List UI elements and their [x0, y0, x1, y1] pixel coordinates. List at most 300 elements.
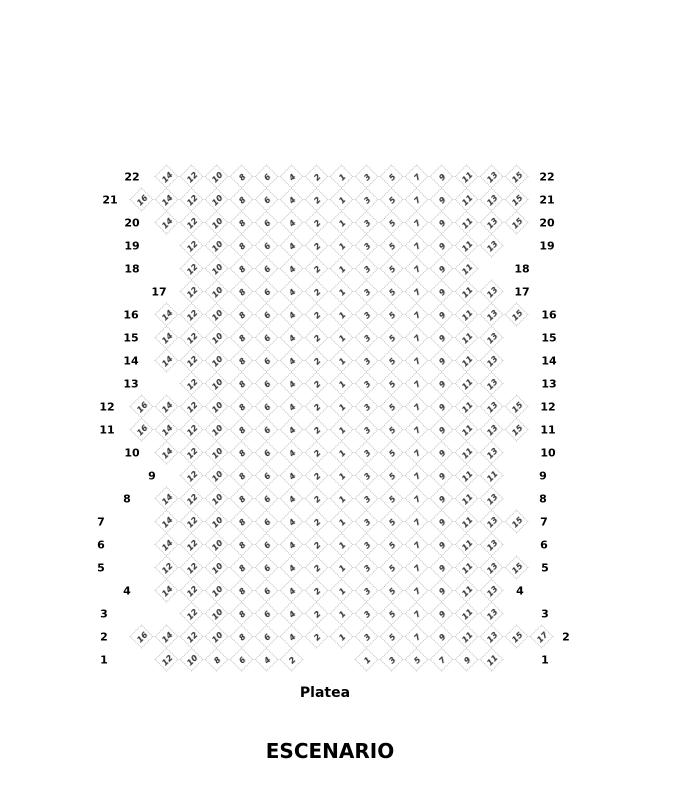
seat-number: 3	[361, 378, 373, 390]
seat-number: 10	[209, 537, 225, 553]
seat-number: 5	[386, 355, 398, 367]
seat-number: 8	[236, 470, 248, 482]
seat-number: 10	[209, 192, 225, 208]
seat-number: 15	[509, 399, 525, 415]
seat-number: 10	[209, 215, 225, 231]
seat-number: 5	[386, 240, 398, 252]
seat-number: 13	[484, 445, 500, 461]
seat-number: 11	[459, 629, 475, 645]
seat-number: 14	[159, 491, 175, 507]
seat-number: 4	[286, 470, 298, 482]
seat-number: 4	[286, 194, 298, 206]
seat-number: 4	[286, 401, 298, 413]
row-label-right-21: 21	[539, 193, 555, 207]
seat-number: 8	[236, 309, 248, 321]
row-label-right-10: 10	[540, 446, 556, 460]
seat-number: 13	[484, 192, 500, 208]
seat-number: 11	[459, 215, 475, 231]
seat-number: 11	[484, 468, 500, 484]
seat-number: 6	[261, 263, 273, 275]
row-label-left-12: 12	[99, 400, 115, 414]
row-label-left-14: 14	[123, 354, 139, 368]
seat-number: 5	[386, 539, 398, 551]
seat-number: 1	[336, 355, 348, 367]
seat-number: 8	[211, 654, 223, 666]
seat-number: 11	[459, 399, 475, 415]
seat-number: 1	[336, 240, 348, 252]
seat-number: 9	[436, 585, 448, 597]
seat-number: 1	[336, 631, 348, 643]
seat-number: 14	[159, 629, 175, 645]
seat-number: 4	[286, 217, 298, 229]
seat-number: 10	[209, 238, 225, 254]
seat-number: 9	[436, 286, 448, 298]
seat-number: 7	[411, 263, 423, 275]
seat-number: 17	[534, 629, 550, 645]
seat-number: 10	[209, 583, 225, 599]
seat-number: 11	[459, 192, 475, 208]
row-label-left-1: 1	[100, 653, 108, 667]
seat-number: 3	[361, 424, 373, 436]
seat-number: 11	[459, 537, 475, 553]
seat-number: 5	[386, 585, 398, 597]
row-label-left-3: 3	[100, 607, 108, 621]
seat-number: 5	[386, 516, 398, 528]
seat-number: 1	[336, 332, 348, 344]
seat-number: 11	[459, 261, 475, 277]
seat-number: 3	[361, 539, 373, 551]
seat-number: 14	[159, 445, 175, 461]
seat-number: 11	[459, 606, 475, 622]
seat-number: 2	[311, 631, 323, 643]
seat-number: 8	[236, 562, 248, 574]
seat-number: 6	[261, 378, 273, 390]
seat-number: 4	[286, 539, 298, 551]
seat-number: 13	[484, 560, 500, 576]
seat-number: 11	[459, 560, 475, 576]
seat-number: 1	[336, 585, 348, 597]
seat-number: 1	[336, 562, 348, 574]
seat-number: 11	[459, 422, 475, 438]
seat-number: 13	[484, 330, 500, 346]
seat-number: 5	[386, 401, 398, 413]
seat-number: 8	[236, 516, 248, 528]
seat-number: 2	[311, 355, 323, 367]
seat-number: 9	[436, 424, 448, 436]
seat-number: 5	[386, 171, 398, 183]
seat-number: 5	[411, 654, 423, 666]
seat-number: 4	[286, 240, 298, 252]
row-label-left-15: 15	[123, 331, 139, 345]
seat-number: 13	[484, 215, 500, 231]
seat-number: 1	[336, 286, 348, 298]
seat-number: 11	[459, 353, 475, 369]
seat-number: 9	[436, 493, 448, 505]
seat-number: 8	[236, 378, 248, 390]
seat-number: 4	[286, 447, 298, 459]
stage-label-escenario: ESCENARIO	[265, 739, 395, 763]
row-label-right-18: 18	[514, 262, 530, 276]
seat-number: 2	[311, 585, 323, 597]
seat-number: 8	[236, 263, 248, 275]
seat-number: 16	[134, 422, 150, 438]
seat-number: 2	[311, 378, 323, 390]
seat-number: 13	[484, 629, 500, 645]
row-label-left-5: 5	[97, 561, 105, 575]
seat-number: 7	[411, 493, 423, 505]
seat-number: 7	[411, 470, 423, 482]
seat-number: 2	[311, 263, 323, 275]
seat-number: 1	[361, 654, 373, 666]
seat-number: 6	[261, 631, 273, 643]
seat-number: 6	[261, 447, 273, 459]
seat-number: 1	[336, 470, 348, 482]
seat-number: 8	[236, 286, 248, 298]
seat-number: 10	[209, 169, 225, 185]
seat-number: 10	[209, 399, 225, 415]
seat-number: 3	[361, 171, 373, 183]
seat-number: 11	[459, 491, 475, 507]
seat-number: 7	[411, 286, 423, 298]
seat-number: 12	[184, 238, 200, 254]
row-label-left-20: 20	[124, 216, 140, 230]
seat-row20-col15[interactable]	[505, 211, 529, 235]
seat-number: 3	[361, 286, 373, 298]
seat-number: 6	[261, 309, 273, 321]
row-label-left-6: 6	[97, 538, 105, 552]
seat-number: 1	[336, 539, 348, 551]
seat-number: 2	[311, 539, 323, 551]
row-label-right-12: 12	[540, 400, 556, 414]
seat-number: 12	[184, 422, 200, 438]
seat-number: 11	[484, 652, 500, 668]
seat-number: 4	[286, 378, 298, 390]
seat-number: 6	[261, 240, 273, 252]
seat-number: 8	[236, 608, 248, 620]
seat-number: 1	[336, 447, 348, 459]
seat-number: 13	[484, 169, 500, 185]
row-label-left-2: 2	[100, 630, 108, 644]
seat-number: 6	[261, 585, 273, 597]
seat-number: 10	[209, 261, 225, 277]
seat-number: 10	[209, 514, 225, 530]
seat-number: 10	[209, 284, 225, 300]
seat-number: 6	[261, 562, 273, 574]
row-label-right-13: 13	[541, 377, 557, 391]
seat-number: 1	[336, 309, 348, 321]
seat-row16-col15[interactable]	[505, 303, 529, 327]
seat-number: 4	[286, 562, 298, 574]
row-label-right-20: 20	[539, 216, 555, 230]
seat-number: 2	[286, 654, 298, 666]
seat-number: 13	[484, 537, 500, 553]
seat-number: 15	[509, 514, 525, 530]
seat-number: 7	[411, 332, 423, 344]
seat-number: 8	[236, 332, 248, 344]
seat-number: 3	[361, 493, 373, 505]
seat-number: 3	[361, 194, 373, 206]
seat-row5-col15[interactable]	[505, 556, 529, 580]
row-label-left-19: 19	[124, 239, 140, 253]
seat-number: 13	[484, 491, 500, 507]
row-label-left-11: 11	[99, 423, 115, 437]
seat-number: 5	[386, 470, 398, 482]
seat-number: 10	[209, 353, 225, 369]
seat-number: 3	[361, 631, 373, 643]
seat-number: 10	[209, 445, 225, 461]
row-label-left-9: 9	[148, 469, 156, 483]
seat-number: 4	[286, 424, 298, 436]
seat-number: 13	[484, 353, 500, 369]
seat-number: 3	[361, 355, 373, 367]
seat-number: 7	[436, 654, 448, 666]
seat-number: 12	[159, 560, 175, 576]
seat-number: 12	[184, 629, 200, 645]
seat-number: 9	[436, 539, 448, 551]
row-label-right-6: 6	[540, 538, 548, 552]
seat-number: 1	[336, 171, 348, 183]
seat-number: 5	[386, 562, 398, 574]
row-label-right-16: 16	[541, 308, 557, 322]
seat-number: 10	[209, 491, 225, 507]
seat-number: 6	[261, 470, 273, 482]
seat-number: 5	[386, 194, 398, 206]
seat-number: 11	[459, 468, 475, 484]
seat-number: 3	[361, 447, 373, 459]
seat-number: 3	[361, 516, 373, 528]
seat-number: 4	[286, 332, 298, 344]
seat-number: 2	[311, 470, 323, 482]
seat-number: 6	[261, 608, 273, 620]
seat-number: 1	[336, 194, 348, 206]
row-label-right-8: 8	[539, 492, 547, 506]
seat-number: 9	[436, 447, 448, 459]
seat-number: 6	[261, 194, 273, 206]
seat-number: 2	[311, 171, 323, 183]
seat-number: 10	[209, 560, 225, 576]
seat-number: 13	[484, 376, 500, 392]
seat-number: 7	[411, 539, 423, 551]
seat-number: 12	[159, 652, 175, 668]
seat-number: 11	[459, 330, 475, 346]
seat-number: 5	[386, 332, 398, 344]
seat-number: 12	[184, 560, 200, 576]
seat-number: 10	[209, 629, 225, 645]
seat-number: 2	[311, 424, 323, 436]
row-label-right-7: 7	[540, 515, 548, 529]
row-label-left-8: 8	[123, 492, 131, 506]
seat-row1-col13[interactable]	[480, 648, 504, 672]
seat-number: 1	[336, 608, 348, 620]
seat-row11-col15[interactable]	[505, 418, 529, 442]
seat-number: 3	[361, 217, 373, 229]
seat-number: 10	[184, 652, 200, 668]
seat-number: 14	[159, 537, 175, 553]
row-label-right-11: 11	[540, 423, 556, 437]
seat-number: 12	[184, 537, 200, 553]
seat-number: 2	[311, 194, 323, 206]
seat-number: 4	[286, 631, 298, 643]
row-label-left-18: 18	[124, 262, 140, 276]
seat-row1-col4[interactable]	[280, 648, 304, 672]
seat-number: 6	[261, 539, 273, 551]
seat-number: 14	[159, 330, 175, 346]
seat-number: 11	[459, 238, 475, 254]
seat-number: 3	[361, 562, 373, 574]
seat-number: 1	[336, 516, 348, 528]
seat-number: 11	[459, 307, 475, 323]
row-label-left-4: 4	[123, 584, 131, 598]
seat-number: 8	[236, 493, 248, 505]
seat-number: 15	[509, 215, 525, 231]
seat-number: 11	[459, 376, 475, 392]
seat-number: 9	[436, 194, 448, 206]
seat-number: 9	[436, 562, 448, 574]
seat-number: 3	[361, 332, 373, 344]
seat-number: 7	[411, 378, 423, 390]
seat-number: 4	[286, 263, 298, 275]
seat-number: 9	[436, 355, 448, 367]
seat-number: 12	[184, 399, 200, 415]
seat-number: 7	[411, 631, 423, 643]
seat-number: 13	[484, 238, 500, 254]
seat-number: 13	[484, 284, 500, 300]
seat-number: 9	[436, 608, 448, 620]
row-label-right-17: 17	[514, 285, 530, 299]
seat-number: 8	[236, 585, 248, 597]
seat-number: 6	[261, 171, 273, 183]
seat-number: 14	[159, 583, 175, 599]
seat-number: 11	[459, 445, 475, 461]
seat-number: 12	[184, 514, 200, 530]
seat-number: 7	[411, 562, 423, 574]
seat-number: 12	[184, 353, 200, 369]
seat-number: 8	[236, 355, 248, 367]
row-label-right-5: 5	[541, 561, 549, 575]
seat-number: 5	[386, 286, 398, 298]
seat-number: 10	[209, 307, 225, 323]
seat-row19-col13[interactable]	[480, 234, 504, 258]
seat-number: 7	[411, 424, 423, 436]
seat-number: 9	[436, 516, 448, 528]
seat-number: 8	[236, 171, 248, 183]
seat-number: 5	[386, 447, 398, 459]
seat-number: 13	[484, 307, 500, 323]
row-label-left-22: 22	[124, 170, 140, 184]
seat-number: 15	[509, 560, 525, 576]
seat-number: 9	[436, 217, 448, 229]
seat-number: 4	[286, 355, 298, 367]
seat-number: 12	[184, 606, 200, 622]
seat-number: 13	[484, 422, 500, 438]
row-label-right-19: 19	[539, 239, 555, 253]
seat-number: 7	[411, 585, 423, 597]
section-label-platea: Platea	[299, 685, 351, 701]
seat-number: 7	[411, 217, 423, 229]
seat-number: 4	[286, 309, 298, 321]
row-label-right-4: 4	[516, 584, 524, 598]
seat-row2-col17[interactable]	[530, 625, 554, 649]
seat-number: 7	[411, 447, 423, 459]
seat-number: 5	[386, 217, 398, 229]
seat-number: 6	[261, 401, 273, 413]
seat-number: 8	[236, 401, 248, 413]
seat-number: 2	[311, 332, 323, 344]
seat-number: 7	[411, 516, 423, 528]
seat-number: 5	[386, 631, 398, 643]
seat-number: 15	[509, 629, 525, 645]
seat-number: 4	[286, 493, 298, 505]
seat-number: 15	[509, 169, 525, 185]
row-label-right-2: 2	[562, 630, 570, 644]
seat-number: 15	[509, 307, 525, 323]
seat-number: 12	[184, 376, 200, 392]
seat-number: 2	[311, 240, 323, 252]
seat-number: 9	[436, 378, 448, 390]
row-label-right-1: 1	[541, 653, 549, 667]
seat-number: 14	[159, 215, 175, 231]
seat-number: 9	[436, 240, 448, 252]
seat-number: 6	[261, 286, 273, 298]
seat-number: 13	[484, 399, 500, 415]
seat-number: 12	[184, 330, 200, 346]
row-label-left-17: 17	[151, 285, 167, 299]
seat-number: 1	[336, 378, 348, 390]
seat-number: 7	[411, 401, 423, 413]
seat-number: 6	[236, 654, 248, 666]
seat-number: 7	[411, 355, 423, 367]
seat-number: 2	[311, 608, 323, 620]
seat-number: 2	[311, 562, 323, 574]
seat-number: 11	[459, 284, 475, 300]
seat-number: 15	[509, 192, 525, 208]
seat-number: 6	[261, 332, 273, 344]
seat-number: 13	[484, 606, 500, 622]
seat-row7-col15[interactable]	[505, 510, 529, 534]
seat-number: 4	[286, 286, 298, 298]
seat-number: 3	[361, 470, 373, 482]
seat-number: 12	[184, 169, 200, 185]
seat-number: 3	[361, 263, 373, 275]
seat-number: 11	[459, 583, 475, 599]
seat-number: 8	[236, 447, 248, 459]
seat-number: 10	[209, 330, 225, 346]
row-label-right-3: 3	[541, 607, 549, 621]
seat-number: 5	[386, 493, 398, 505]
seat-number: 5	[386, 424, 398, 436]
seat-number: 2	[311, 286, 323, 298]
seat-number: 9	[436, 263, 448, 275]
row-label-right-9: 9	[539, 469, 547, 483]
seat-number: 4	[286, 171, 298, 183]
seat-number: 2	[311, 447, 323, 459]
seat-number: 4	[286, 516, 298, 528]
seat-number: 14	[159, 192, 175, 208]
seat-number: 2	[311, 401, 323, 413]
seat-number: 5	[386, 608, 398, 620]
row-label-right-15: 15	[541, 331, 557, 345]
seat-number: 4	[261, 654, 273, 666]
seat-number: 10	[209, 376, 225, 392]
seat-number: 7	[411, 309, 423, 321]
seat-number: 9	[436, 332, 448, 344]
seat-number: 8	[236, 194, 248, 206]
seat-number: 6	[261, 516, 273, 528]
seat-number: 6	[261, 424, 273, 436]
seat-number: 10	[209, 468, 225, 484]
seat-number: 9	[436, 309, 448, 321]
row-label-right-14: 14	[541, 354, 557, 368]
